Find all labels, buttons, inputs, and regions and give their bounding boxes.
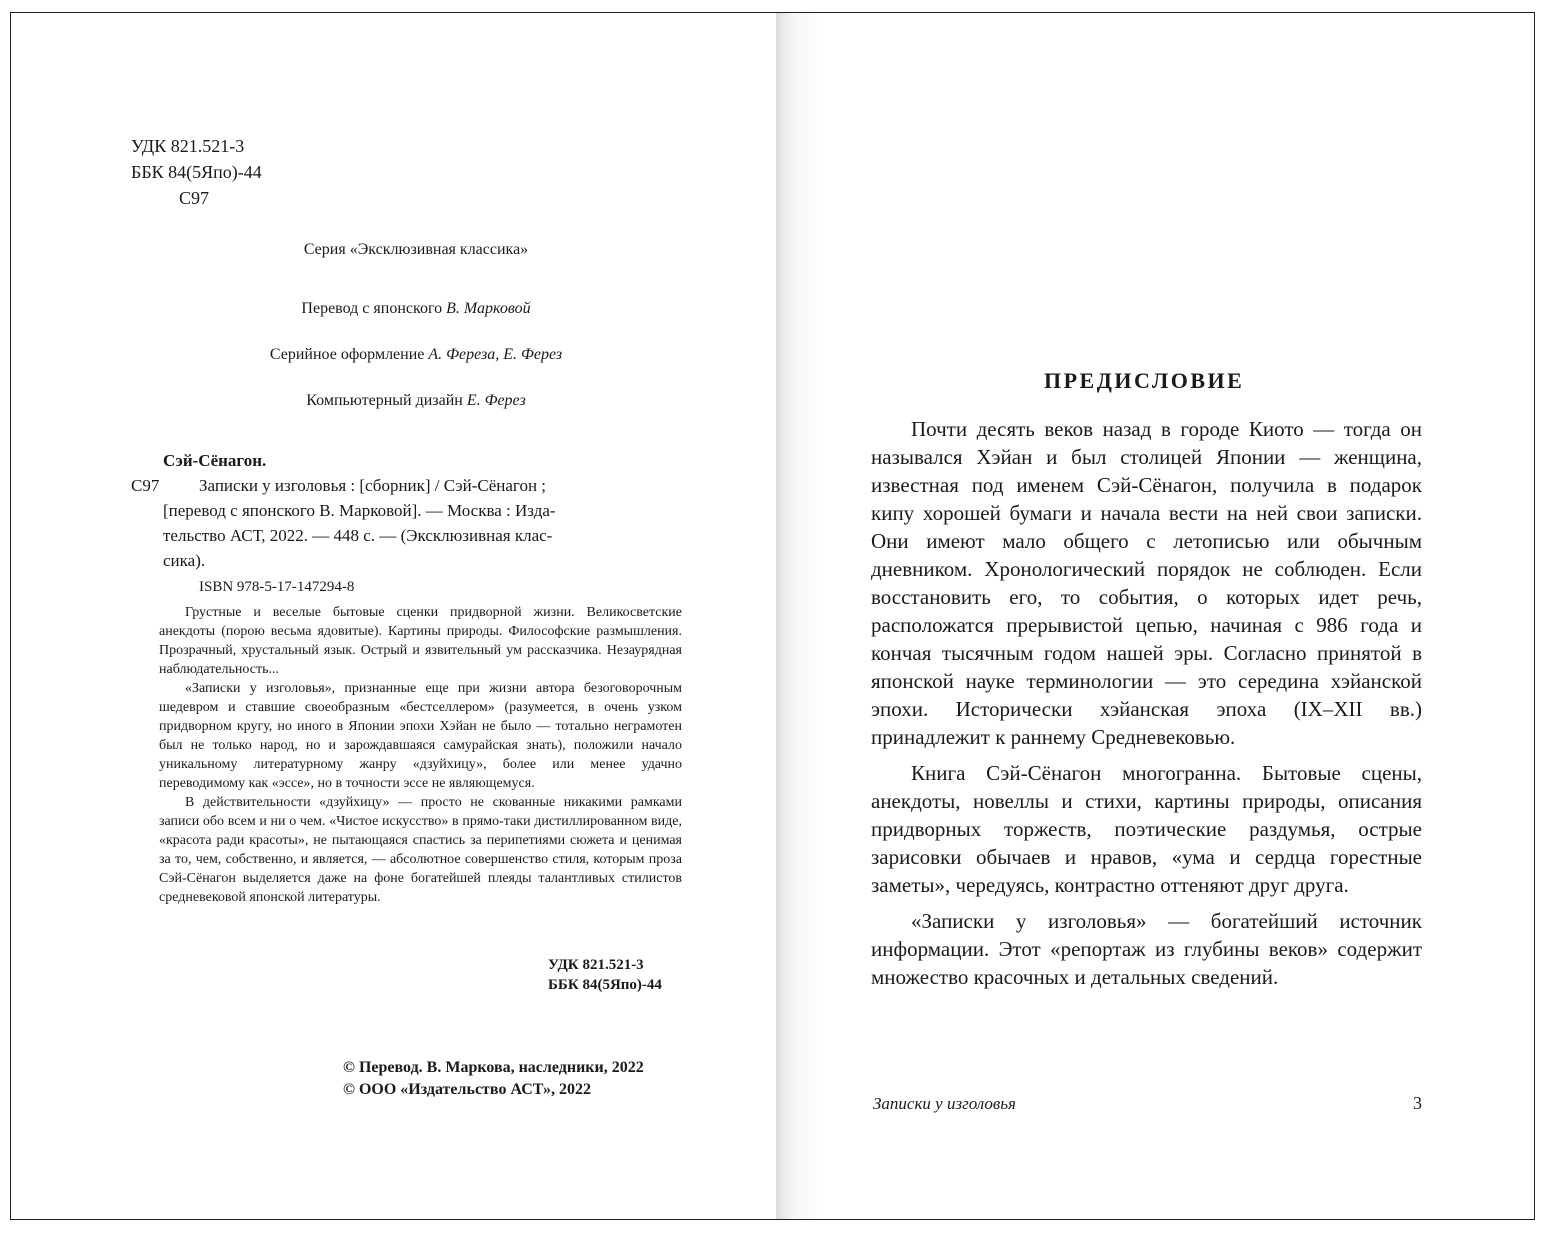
- annotation: [159, 603, 682, 907]
- isbn: ISBN 978-5-17-147294-8: [199, 579, 355, 595]
- annotation-paragraph: В действительности «дзуйхицу» — просто не скованные никакими рамками записи обо всем и ни о чем. «Чистое искусство» в прямо-таки дистиллированном виде, «красота ради красоты», не пытающаяся спастись за перипетиями сюжета и ценимая за то, чем, собственно, и является, — абсолютное совершенство стиля, которым проза Сэй-Сёнагон выделяется даже на фоне богатейшей плеяды талантливых стилистов средневековой японской литературы.: [159, 795, 682, 905]
- card-line-3: тельство АСТ, 2022. — 448 с. — (Эксклюзивная клас-: [163, 526, 553, 545]
- page-number: 3: [1413, 1093, 1422, 1113]
- annotation-paragraph: «Записки у изголовья», признанные еще при жизни автора безоговорочным шедевром и ставшие своеобразным «бестселлером» (разумеется, в очень узком придворном кругу, но иного в Японии эпохи Хэйан не было — тотально неграмотен был не только народ, но и зарождавшаяся самурайская знать), положили начало уникальному литературному жанру «дзуйхицу», более или менее удачно переводимому как «эссе», но в точности эссе не являющемуся.: [159, 681, 682, 791]
- annotation-paragraph: Грустные и веселые бытовые сценки придворной жизни. Великосветские анекдоты (порою весьма ядовитые). Картины природы. Философские размышления. Прозрачный, хрустальный язык. Острый и язвительный ум рассказчика. Незаурядная наблюдательность...: [159, 605, 682, 677]
- series-design-label: Серийное оформление: [269, 346, 425, 363]
- copyright-translation: © Перевод. В. Маркова, наследники, 2022: [343, 1059, 644, 1076]
- translator-name: В. Марковой: [446, 300, 531, 317]
- preface-paragraph: Почти десять веков назад в городе Киото — тогда он назывался Хэйан и был столицей Японии — женщина, известная под именем Сэй-Сёнагон, получила в подарок кипу хорошей бумаги и начала вести на ней свои записки. Они имеют мало общего с летописью или обычным дневником. Хронологический порядок не соблюден. Если восстановить его, то события, о которых идет речь, расположатся прерывистой цепью, начиная с 986 года и кончая тысячным годом нашей эры. Согласно принятой в японской науке терминологии — это середина хэйанской эпохи. Исторически хэйанская эпоха (IX–XII вв.) принадлежит к раннему Средневековью.: [871, 417, 1422, 749]
- series-line: Серия «Эксклюзивная классика»: [303, 241, 529, 258]
- page-title: ПРЕДИСЛОВИЕ: [1044, 368, 1245, 393]
- book-spread: [10, 12, 1535, 1220]
- computer-design-credit: [166, 392, 666, 410]
- left-page: [11, 13, 776, 1219]
- card-line-4: сика).: [163, 551, 206, 570]
- card-line-2: [перевод с японского В. Марковой]. — Москва : Изда-: [163, 501, 556, 520]
- computer-designer: Е. Ферез: [466, 392, 526, 409]
- running-footer-title: Записки у изголовья: [873, 1094, 1016, 1113]
- bbk-bottom: ББК 84(5Япо)-44: [548, 977, 662, 993]
- computer-design-label: Компьютерный дизайн: [306, 392, 463, 409]
- card-author: Сэй-Сёнагон.: [163, 451, 267, 470]
- translation-label: Перевод с японского: [301, 300, 443, 317]
- udk-bottom: УДК 821.521-3: [548, 957, 644, 973]
- preface-paragraph: «Записки у изголовья» — богатейший источник информации. Этот «репортаж из глубины веков» содержит множество красочных и детальных сведений.: [871, 909, 1422, 989]
- udk-code: УДК 821.521-3: [131, 136, 245, 156]
- preface-text: [871, 415, 1422, 999]
- series-design-credit: [166, 346, 666, 364]
- series-designers: А. Фереза, Е. Ферез: [428, 346, 563, 363]
- bbk-code: ББК 84(5Япо)-44: [131, 162, 262, 182]
- preface-paragraph: Книга Сэй-Сёнагон многогранна. Бытовые сцены, анекдоты, новеллы и стихи, картины природы, описания придворных торжеств, поэтические раздумья, острые зарисовки обычаев и нравов, «ума и сердца горестные заметы», чередуясь, контрастно оттеняют друг друга.: [871, 761, 1422, 897]
- card-line-1: Записки у изголовья : [сборник] / Сэй-Сёнагон ;: [199, 476, 547, 495]
- copyright-publisher: © ООО «Издательство АСТ», 2022: [343, 1081, 592, 1098]
- translation-credit: [166, 300, 666, 318]
- card-sign: С97: [131, 476, 160, 495]
- author-sign: С97: [179, 188, 210, 208]
